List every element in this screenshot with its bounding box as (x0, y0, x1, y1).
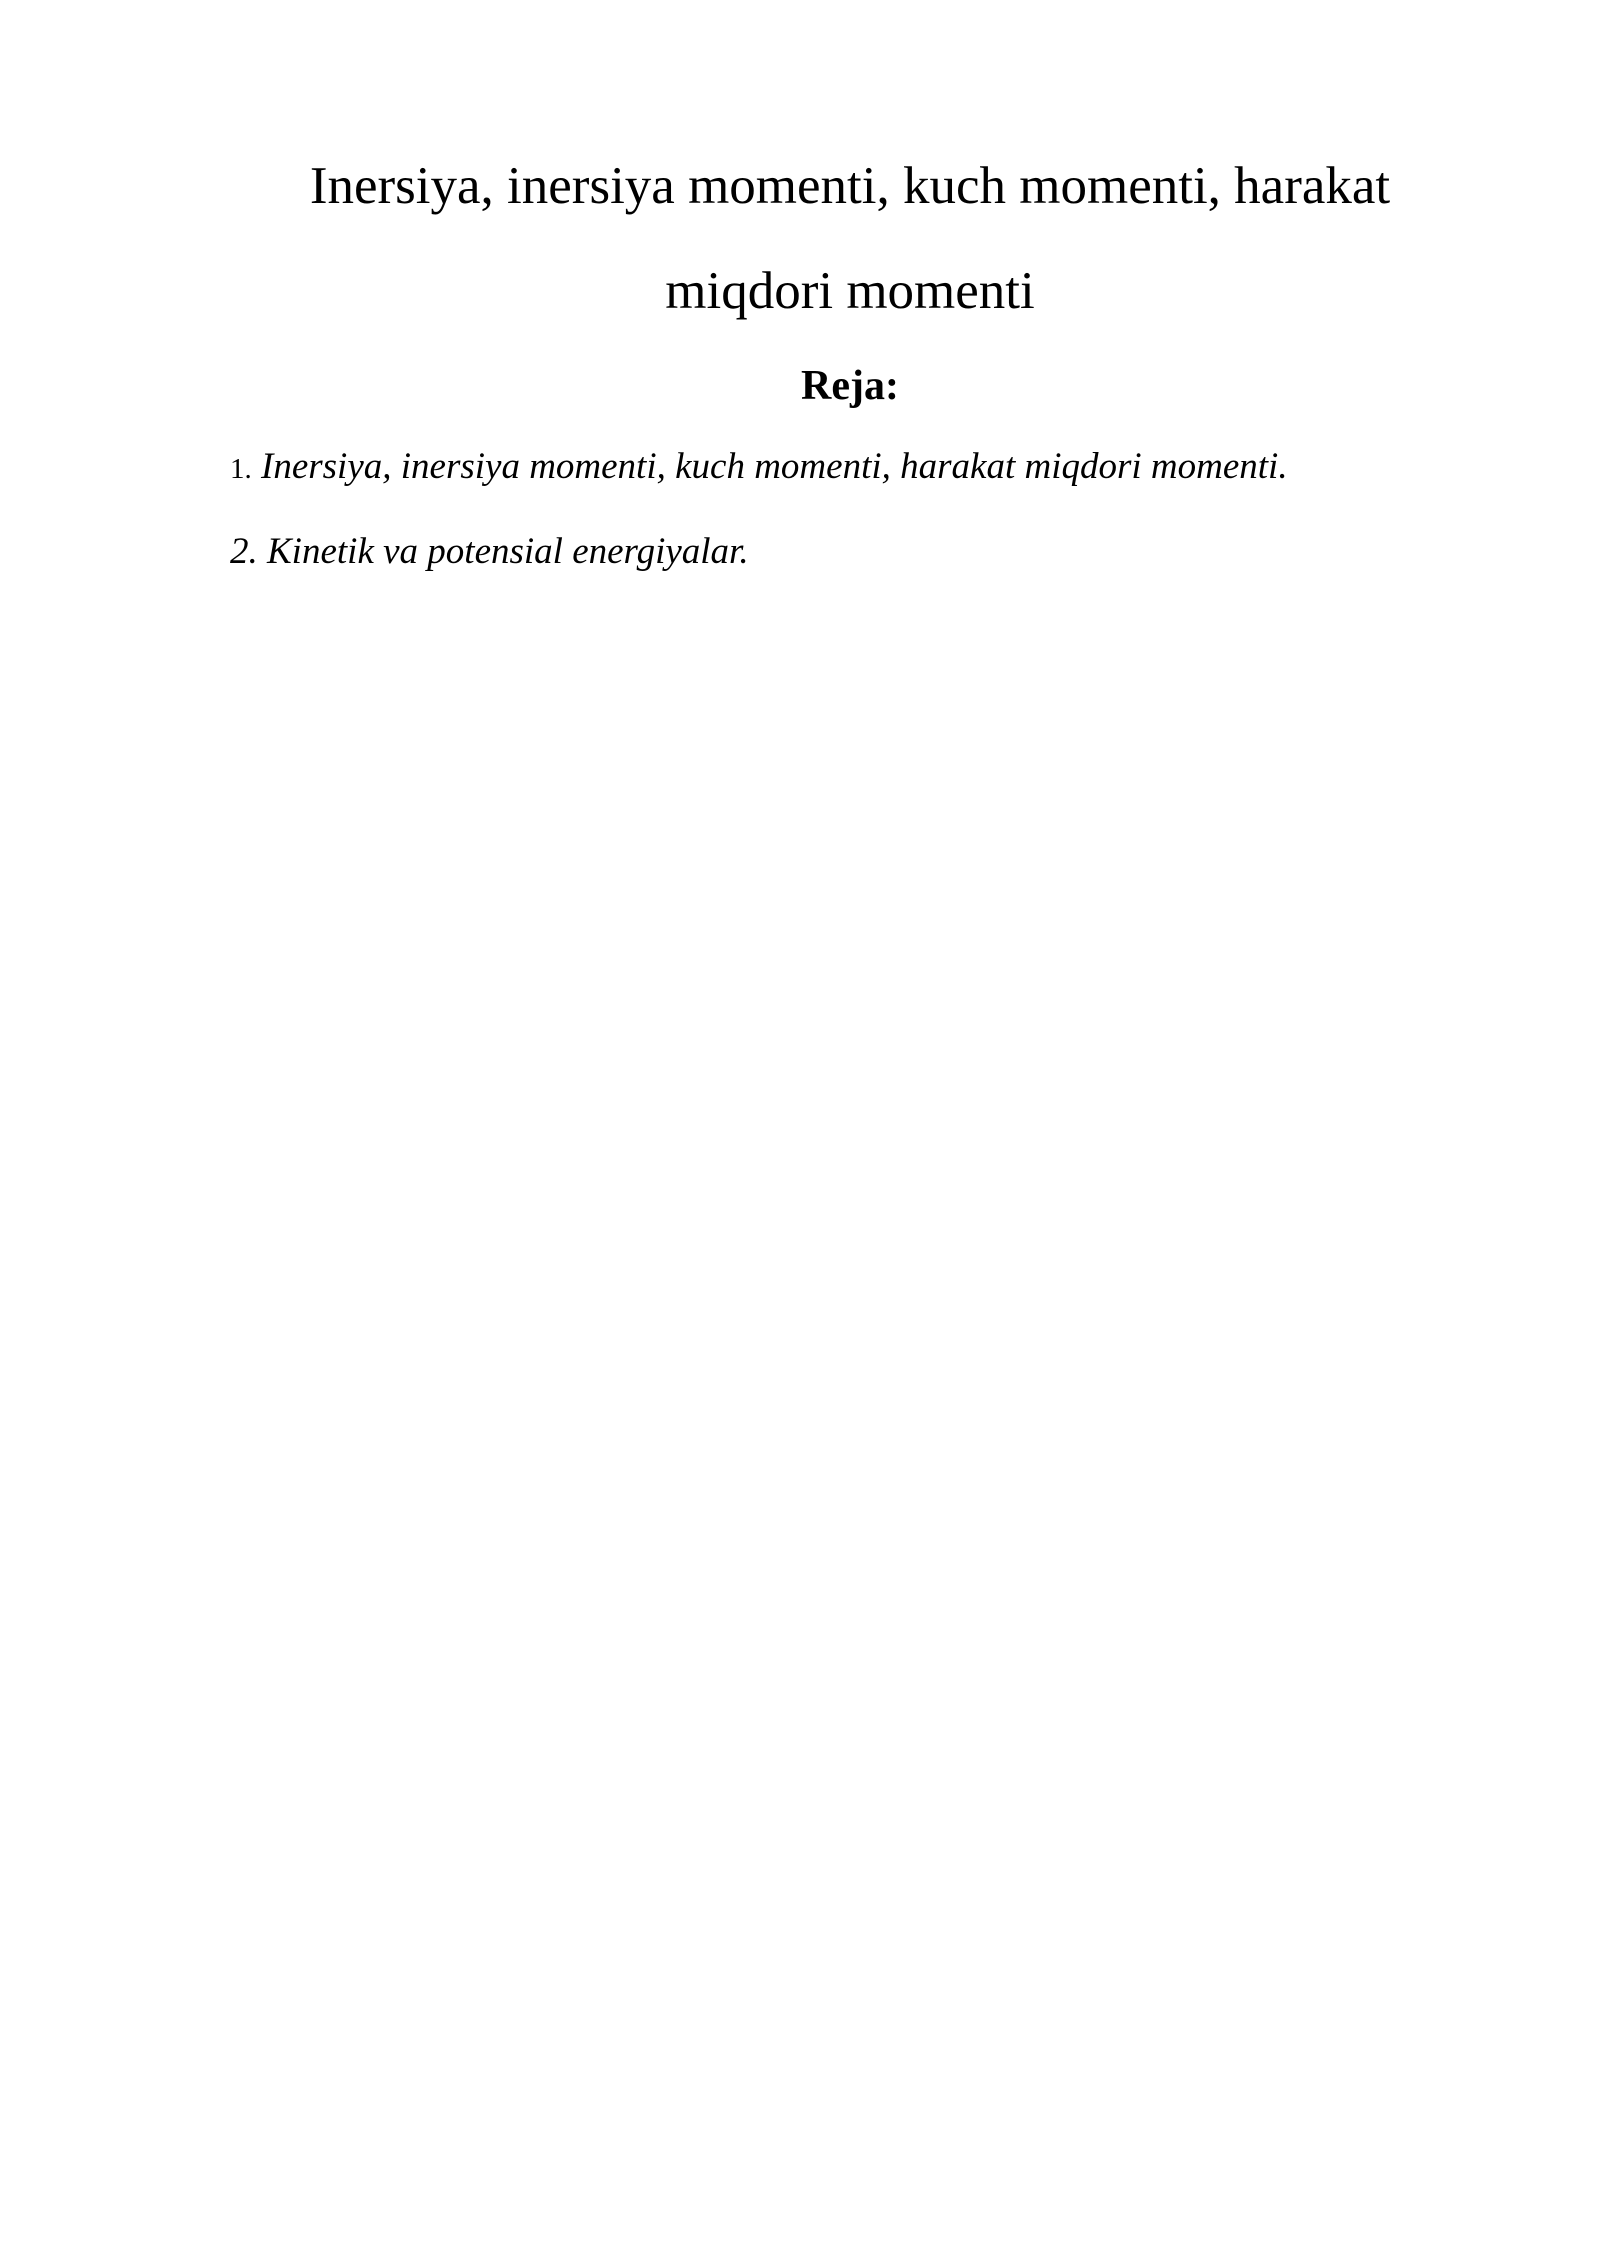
plan-item-1 (230, 448, 1288, 485)
plan-item-number: 2. (230, 531, 258, 572)
plan-item-text: Inersiya, inersiya momenti, kuch momenti, harakat miqdori momenti. (251, 446, 1288, 487)
plan-heading: Reja: (801, 363, 899, 409)
document-title-line-1: Inersiya, inersiya momenti, kuch momenti, harakat (309, 157, 1391, 215)
plan-item-number: 1. (230, 453, 252, 485)
plan-list (230, 448, 1288, 570)
plan-item-2 (230, 533, 1288, 570)
document-title-line-2: miqdori momenti (665, 262, 1035, 320)
plan-item-text: Kinetik va potensial energiyalar. (257, 531, 749, 572)
